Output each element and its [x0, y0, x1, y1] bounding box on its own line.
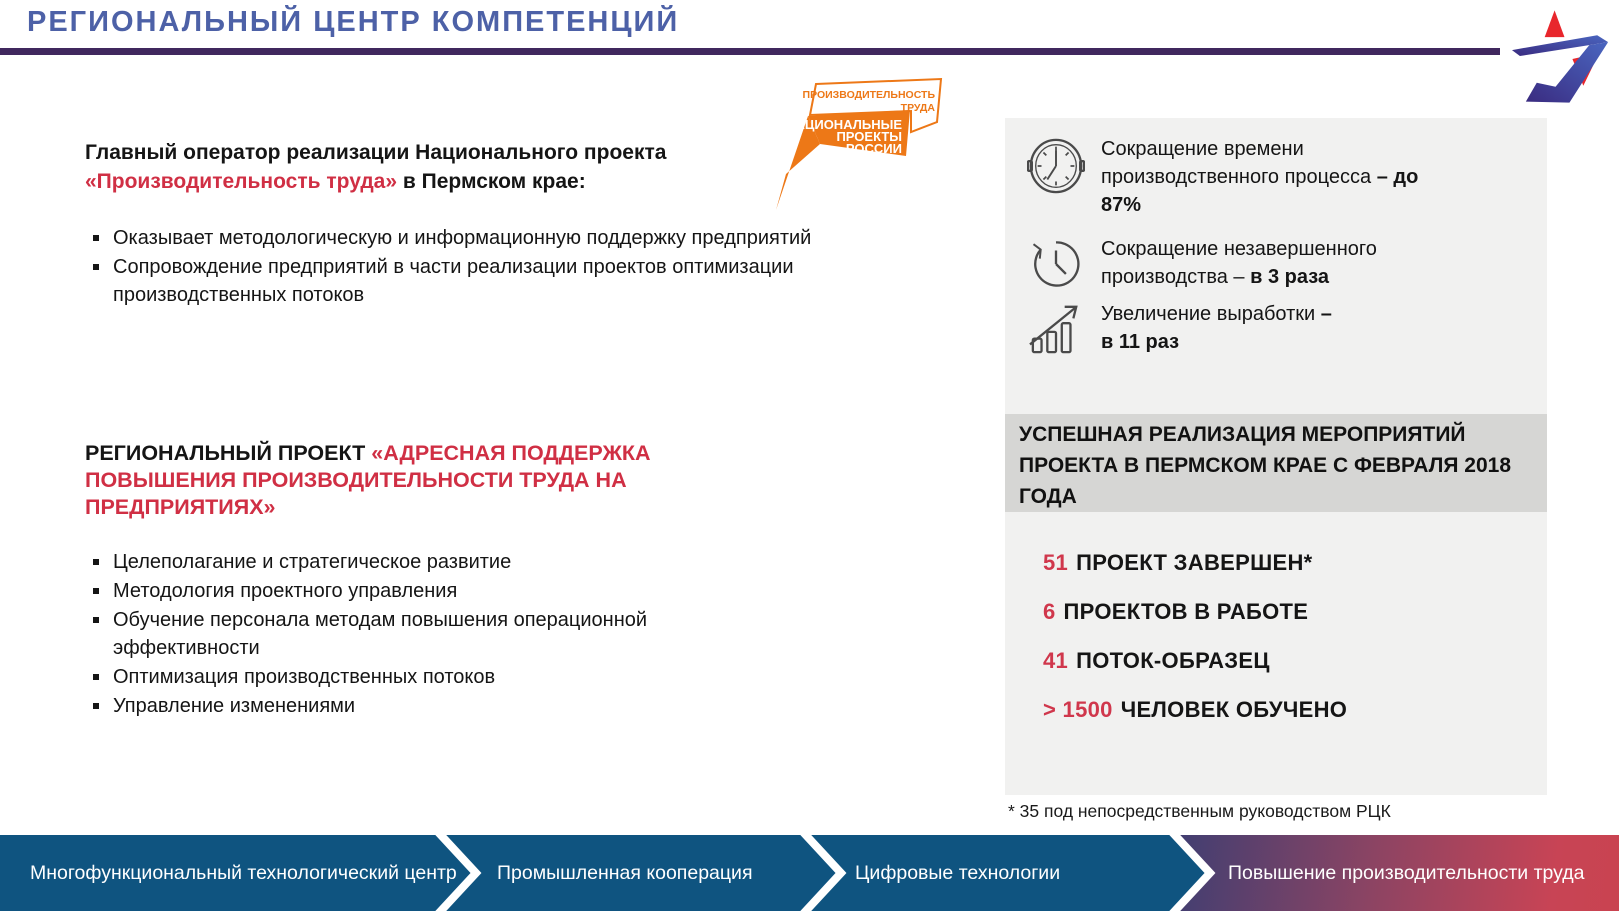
np-logo-top-text-1: ПРОИЗВОДИТЕЛЬНОСТЬ [802, 89, 935, 101]
result-metric: – в 11 раз [1101, 303, 1332, 353]
result-item [1027, 135, 1535, 219]
stat-row [1043, 697, 1537, 723]
operator-bullet-list [85, 224, 905, 310]
footer-segment-digital[interactable]: Цифровые технологии [855, 861, 1061, 884]
result-text [1101, 135, 1446, 219]
np-logo-bottom-text-1: НАЦИОНАЛЬНЫЕ [786, 117, 902, 132]
result-text [1101, 300, 1346, 356]
np-logo-bottom-text-2: ПРОЕКТЫ [836, 129, 902, 144]
chevron-separator-icon [797, 835, 847, 911]
result-item [1027, 235, 1535, 291]
intro-highlight: «Производительность труда» [85, 170, 398, 193]
national-projects-logo [772, 74, 944, 216]
stat-value: 51 [1043, 550, 1069, 575]
project-heading [85, 440, 730, 521]
growth-chart-icon [1027, 300, 1085, 356]
result-text-normal: Сокращение времени производственного процесса [1101, 138, 1377, 188]
bullet-item: Управление изменениями [85, 692, 730, 720]
footer-segment-mtc[interactable]: Многофункциональный технологический центр [30, 861, 457, 884]
result-text-normal: Сокращение незавершенного производства – [1101, 238, 1377, 288]
stat-row [1043, 599, 1537, 625]
title-underline [0, 48, 1500, 55]
stat-label: ПОТОК-ОБРАЗЕЦ [1076, 648, 1270, 673]
bullet-item: Обучение персонала методам повышения операционной эффективности [85, 606, 730, 662]
history-clock-icon [1027, 235, 1085, 291]
intro-paragraph [85, 138, 725, 196]
chevron-separator-icon [1166, 835, 1216, 911]
footer-segment-productivity[interactable]: Повышение производительности труда [1228, 861, 1585, 884]
stat-row [1043, 550, 1537, 576]
stat-label: ПРОЕКТ ЗАВЕРШЕН* [1076, 550, 1313, 575]
results-banner: УСПЕШНАЯ РЕАЛИЗАЦИЯ МЕРОПРИЯТИЙ ПРОЕКТА В ПЕРМСКОМ КРАЕ С ФЕВРАЛЯ 2018 ГОДА [1005, 414, 1547, 512]
result-item [1027, 300, 1535, 356]
bullet-item: Оказывает методологическую и информационную поддержку предприятий [85, 224, 905, 252]
np-logo-top-text-2: ТРУДА [900, 102, 935, 114]
footer-segment-cooperation[interactable]: Промышленная кооперация [497, 861, 753, 884]
bullet-item: Целеполагание и стратегическое развитие [85, 548, 730, 576]
stat-label: ЧЕЛОВЕК ОБУЧЕНО [1120, 697, 1348, 722]
bullet-item: Методология проектного управления [85, 577, 730, 605]
page-title: РЕГИОНАЛЬНЫЙ ЦЕНТР КОМПЕТЕНЦИЙ [27, 6, 680, 38]
project-heading-title: «АДРЕСНАЯ ПОДДЕРЖКА ПОВЫШЕНИЯ ПРОИЗВОДИТЕЛЬНОСТИ ТРУДА НА ПРЕДПРИЯТИЯХ» [85, 441, 651, 519]
bullet-item: Оптимизация производственных потоков [85, 663, 730, 691]
result-metric: в 3 раза [1250, 266, 1330, 288]
stat-value: 6 [1043, 599, 1056, 624]
results-footnote: * 35 под непосредственным руководством РЦК [1008, 801, 1391, 821]
stat-row [1043, 648, 1537, 674]
project-bullet-list [85, 548, 730, 721]
results-stats [1043, 550, 1537, 746]
intro-text: Главный оператор реализации Национального проекта [85, 141, 667, 164]
results-panel [1005, 118, 1547, 795]
stat-value: 41 [1043, 648, 1069, 673]
results-items [1027, 135, 1535, 356]
result-text-normal: Увеличение выработки [1101, 303, 1321, 325]
project-heading-prefix: РЕГИОНАЛЬНЫЙ ПРОЕКТ [85, 441, 372, 465]
intro-text-rest: в Пермском крае: [397, 170, 586, 193]
star-logo-icon [1510, 4, 1619, 110]
bullet-item: Сопровождение предприятий в части реализации проектов оптимизации производственных потоков [85, 253, 905, 309]
np-logo-bottom-text-3: РОССИИ [845, 141, 902, 156]
result-metric: – до 87% [1101, 166, 1419, 216]
stat-label: ПРОЕКТОВ В РАБОТЕ [1063, 599, 1309, 624]
stat-value: > 1500 [1043, 697, 1113, 722]
footer-nav [0, 835, 1619, 911]
result-text [1101, 235, 1491, 291]
chevron-separator-icon [432, 835, 482, 911]
clock-icon [1027, 135, 1085, 195]
